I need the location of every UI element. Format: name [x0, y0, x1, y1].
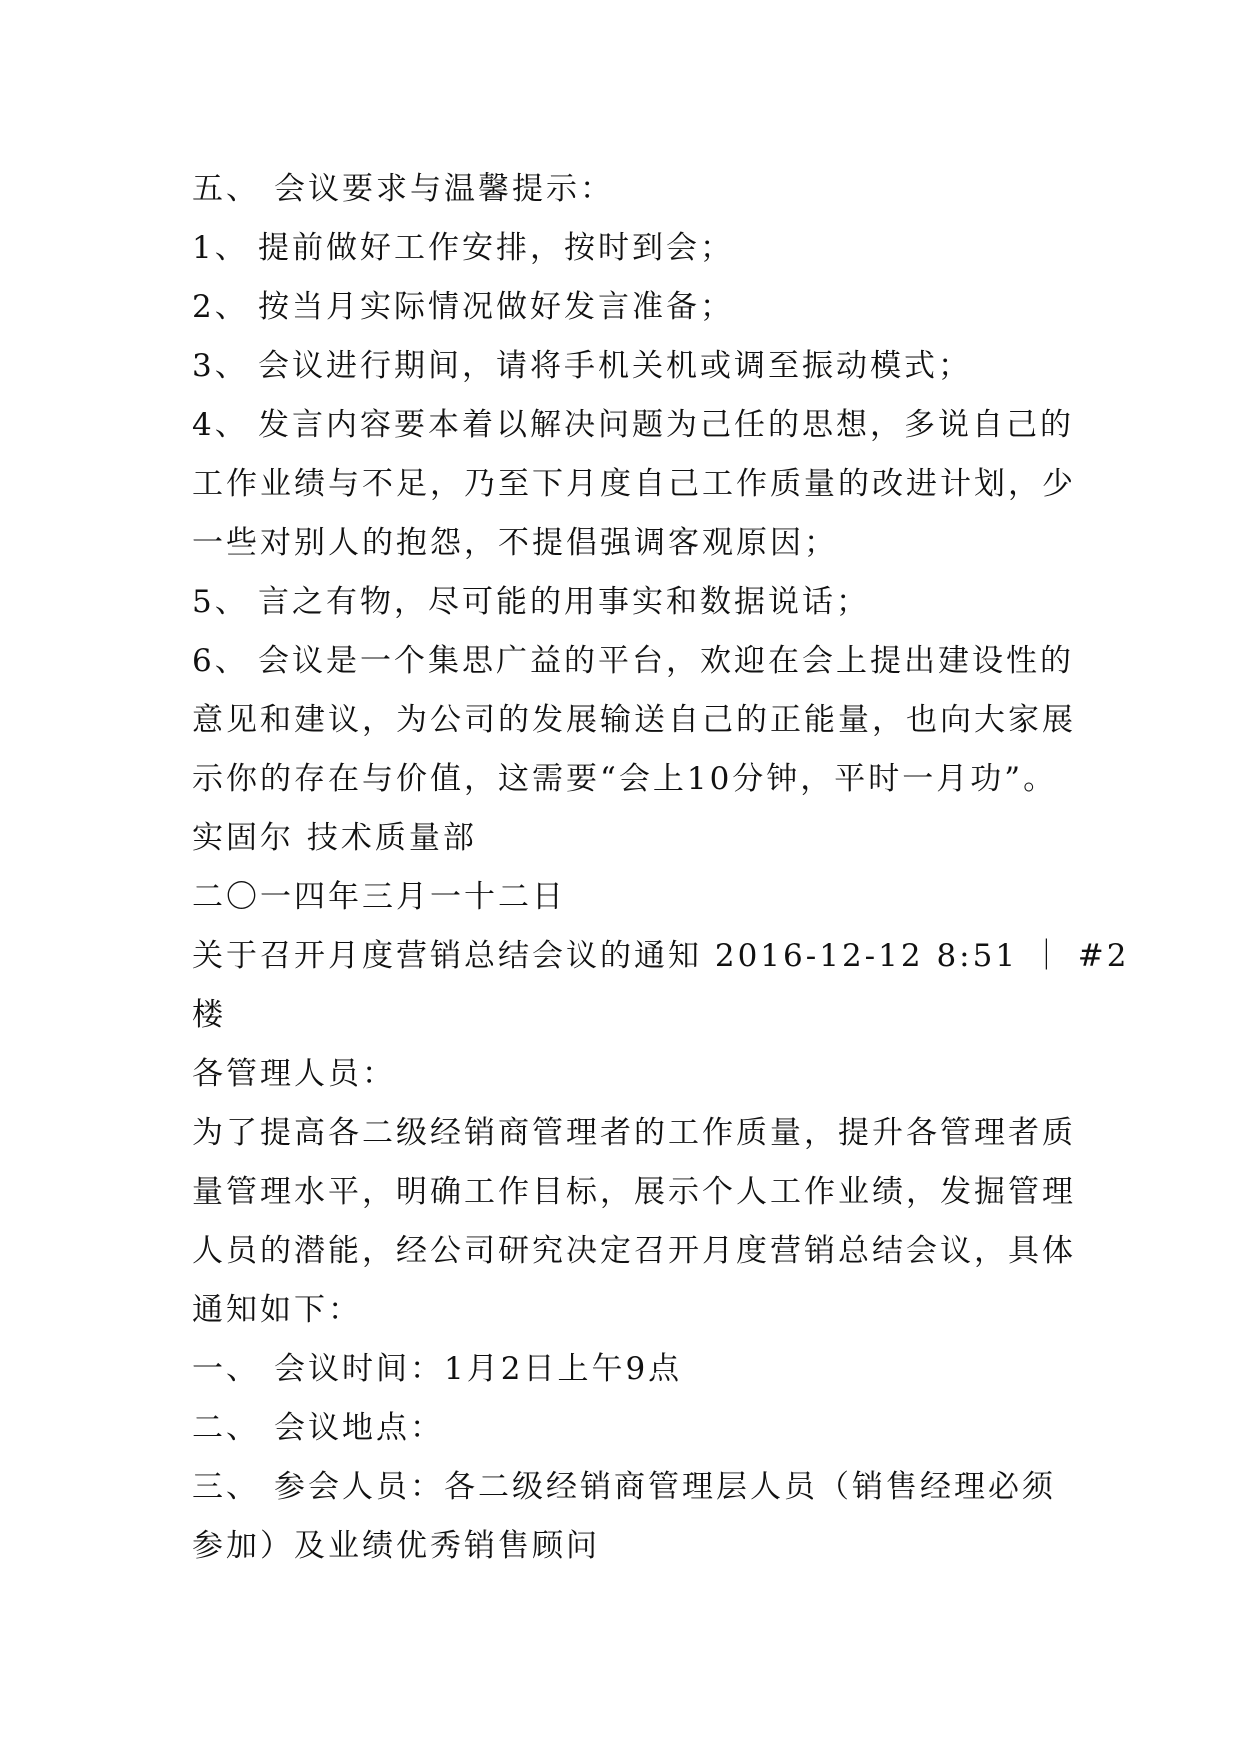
line-text: 意见和建议，为公司的发展输送自己的正能量，也向大家展: [192, 702, 1076, 738]
text-line: [192, 1458, 1062, 1517]
line-text: 参加）及业绩优秀销售顾问: [192, 1528, 600, 1564]
list-number: 3、: [192, 348, 249, 384]
text-line: [192, 632, 1074, 691]
text-line: [192, 1104, 1076, 1163]
line-text: 通知如下：: [192, 1292, 362, 1328]
line-text: 楼: [192, 997, 226, 1033]
text-line: [192, 278, 1062, 337]
list-number: 五、: [192, 171, 260, 207]
text-line: [192, 1517, 1062, 1576]
line-text: 工作业绩与不足，乃至下月度自己工作质量的改进计划，少: [192, 466, 1076, 502]
text-line: [192, 1222, 1076, 1281]
line-text: 示你的存在与价值，这需要“会上10分钟，平时一月功”。: [192, 761, 1058, 797]
line-text: 会议进行期间，请将手机关机或调至振动模式；: [258, 348, 972, 384]
text-line: [192, 750, 1062, 809]
line-text: 量管理水平，明确工作目标，展示个人工作业绩，发掘管理: [192, 1174, 1076, 1210]
line-text: 二〇一四年三月一十二日: [192, 879, 566, 915]
line-text: 为了提高各二级经销商管理者的工作质量，提升各管理者质: [192, 1115, 1076, 1151]
text-line: [192, 396, 1074, 455]
text-line: [192, 573, 1062, 632]
line-text: 会议是一个集思广益的平台，欢迎在会上提出建设性的: [258, 643, 1074, 679]
list-number: 三、: [192, 1469, 260, 1505]
list-number: 6、: [192, 643, 249, 679]
text-line: [192, 337, 1062, 396]
text-line: [192, 1340, 1062, 1399]
text-line: [192, 160, 1062, 219]
text-line: [192, 514, 1062, 573]
line-text: 参会人员：各二级经销商管理层人员（销售经理必须: [274, 1469, 1056, 1505]
text-line: [192, 1045, 1062, 1104]
line-text: 发言内容要本着以解决问题为己任的思想，多说自己的: [258, 407, 1074, 443]
list-number: 2、: [192, 289, 249, 325]
line-text: 关于召开月度营销总结会议的通知 2016-12-12 8:51 ｜ #2: [192, 938, 1130, 974]
line-text: 会议要求与温馨提示：: [274, 171, 614, 207]
text-line: [192, 1281, 1062, 1340]
text-line: [192, 809, 1062, 868]
list-number: 1、: [192, 230, 249, 266]
text-line: [192, 927, 1130, 986]
text-line: [192, 1399, 1062, 1458]
document-body: [192, 160, 1130, 1576]
line-text: 实固尔 技术质量部: [192, 820, 477, 856]
line-text: 人员的潜能，经公司研究决定召开月度营销总结会议，具体: [192, 1233, 1076, 1269]
line-text: 各管理人员：: [192, 1056, 396, 1092]
line-text: 一些对别人的抱怨，不提倡强调客观原因；: [192, 525, 838, 561]
text-line: [192, 691, 1076, 750]
text-line: [192, 1163, 1076, 1222]
text-line: [192, 219, 1062, 278]
list-number: 一、: [192, 1351, 260, 1387]
list-number: 二、: [192, 1410, 260, 1446]
line-text: 提前做好工作安排，按时到会；: [258, 230, 734, 266]
line-text: 言之有物，尽可能的用事实和数据说话；: [258, 584, 870, 620]
line-text: 会议地点：: [274, 1410, 444, 1446]
list-number: 4、: [192, 407, 249, 443]
list-number: 5、: [192, 584, 249, 620]
line-text: 按当月实际情况做好发言准备；: [258, 289, 734, 325]
line-text: 会议时间：1月2日上午9点: [274, 1351, 683, 1387]
text-line: [192, 986, 1062, 1045]
text-line: [192, 868, 1062, 927]
text-line: [192, 455, 1076, 514]
